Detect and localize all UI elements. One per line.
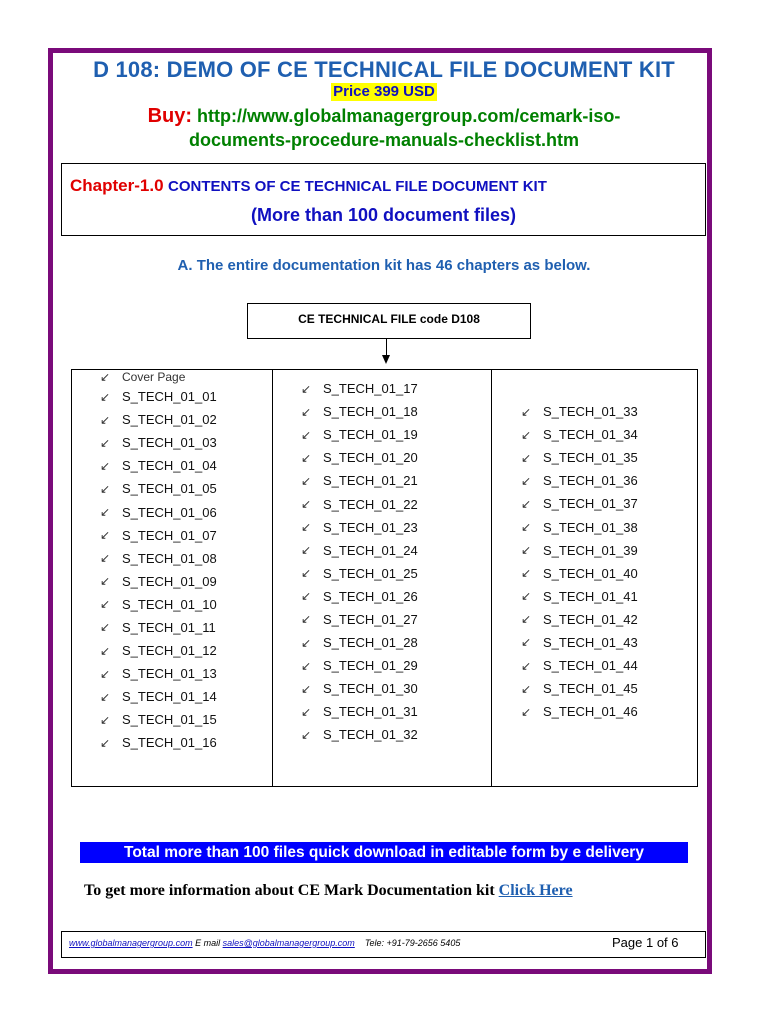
price-row: [0, 83, 768, 101]
list-item: [100, 593, 217, 616]
chapter-label: Chapter-1.0: [70, 176, 164, 195]
list-item-label: S_TECH_01_08: [122, 550, 217, 566]
arrow-bullet-icon: ↙: [100, 481, 111, 496]
more-info-text: To get more information about CE Mark Documentation kit: [84, 882, 499, 899]
list-item-label: S_TECH_01_24: [323, 542, 418, 558]
arrow-bullet-icon: ↙: [100, 435, 111, 450]
arrow-bullet-icon: ↙: [301, 589, 312, 604]
arrow-bullet-icon: ↙: [521, 450, 532, 465]
list-item: [301, 654, 418, 677]
list-item: [100, 408, 217, 431]
chapter-heading: [70, 176, 547, 196]
list-item: [100, 431, 217, 454]
arrow-bullet-icon: ↙: [301, 497, 312, 512]
list-item-label: S_TECH_01_07: [122, 527, 217, 543]
list-item-label: S_TECH_01_27: [323, 611, 418, 627]
list-item: [521, 608, 638, 631]
list-item-label: S_TECH_01_16: [122, 735, 217, 751]
list-item-label: S_TECH_01_13: [122, 666, 217, 682]
more-info-line: [84, 882, 573, 900]
list-item-label: S_TECH_01_32: [323, 727, 418, 743]
list-item: [301, 539, 418, 562]
list-item-label: S_TECH_01_14: [122, 689, 217, 705]
list-item: [521, 677, 638, 700]
arrow-bullet-icon: ↙: [521, 566, 532, 581]
list-item: [100, 385, 217, 408]
list-item-label: S_TECH_01_37: [543, 496, 638, 512]
chapter-column-3: [521, 400, 638, 723]
list-item-label: S_TECH_01_17: [323, 381, 418, 397]
arrow-bullet-icon: ↙: [301, 681, 312, 696]
arrow-bullet-icon: ↙: [100, 712, 111, 727]
list-item: [301, 723, 418, 746]
list-item: [301, 377, 418, 400]
list-item: [100, 570, 217, 593]
list-item-label: S_TECH_01_20: [323, 450, 418, 466]
arrow-bullet-icon: ↙: [301, 381, 312, 396]
arrow-bullet-icon: ↙: [100, 689, 111, 704]
arrow-bullet-icon: ↙: [301, 612, 312, 627]
list-item-label: S_TECH_01_41: [543, 588, 638, 604]
list-item-label: S_TECH_01_10: [122, 596, 217, 612]
arrow-bullet-icon: ↙: [100, 458, 111, 473]
arrow-bullet-icon: ↙: [301, 427, 312, 442]
list-item-label: S_TECH_01_03: [122, 435, 217, 451]
list-item-label: S_TECH_01_04: [122, 458, 217, 474]
page-number: Page 1 of 6: [612, 935, 679, 950]
list-item-label: S_TECH_01_43: [543, 634, 638, 650]
list-item-label: S_TECH_01_12: [122, 643, 217, 659]
arrow-bullet-icon: ↙: [521, 658, 532, 673]
list-item-label: S_TECH_01_28: [323, 635, 418, 651]
footer-email-link[interactable]: sales@globalmanagergroup.com: [222, 938, 355, 948]
arrow-bullet-icon: ↙: [301, 566, 312, 581]
footer-tele: Tele: +91-79-2656 5405: [364, 938, 461, 948]
arrow-bullet-icon: ↙: [100, 528, 111, 543]
arrow-bullet-icon: ↙: [521, 635, 532, 650]
list-item: [301, 562, 418, 585]
click-here-link[interactable]: Click Here: [498, 882, 573, 899]
list-item-label: S_TECH_01_45: [543, 681, 638, 697]
arrow-bullet-icon: ↙: [301, 520, 312, 535]
list-item-label: S_TECH_01_44: [543, 658, 638, 674]
arrow-bullet-icon: ↙: [301, 727, 312, 742]
list-item-label: S_TECH_01_34: [543, 427, 638, 443]
list-item-label: S_TECH_01_18: [323, 404, 418, 420]
arrow-bullet-icon: ↙: [521, 473, 532, 488]
list-item-label: S_TECH_01_30: [323, 681, 418, 697]
arrow-bullet-icon: ↙: [100, 551, 111, 566]
list-item: [100, 685, 217, 708]
list-item-label: S_TECH_01_21: [323, 473, 418, 489]
list-item: [301, 677, 418, 700]
footer-email-label: E mail: [192, 938, 223, 948]
buy-url-line2[interactable]: documents-procedure-manuals-checklist.htm: [188, 130, 580, 150]
arrow-bullet-icon: ↙: [521, 612, 532, 627]
list-item: [100, 477, 217, 500]
list-item: [301, 585, 418, 608]
list-item: [521, 700, 638, 723]
list-item: [100, 500, 217, 523]
footer-site-link[interactable]: www.globalmanagergroup.com: [69, 938, 193, 948]
list-item-label: S_TECH_01_19: [323, 427, 418, 443]
arrow-bullet-icon: ↙: [301, 704, 312, 719]
list-item: [100, 708, 217, 731]
column-divider: [272, 369, 273, 787]
buy-block: [60, 104, 708, 152]
list-item: [521, 469, 638, 492]
list-item: [100, 662, 217, 685]
list-item-label: S_TECH_01_31: [323, 704, 418, 720]
list-item: [100, 524, 217, 547]
list-item: [100, 369, 217, 385]
download-banner: Total more than 100 files quick download in editable form by e delivery: [80, 842, 688, 863]
arrow-bullet-icon: ↙: [301, 404, 312, 419]
arrow-bullet-icon: ↙: [100, 389, 111, 404]
arrow-bullet-icon: ↙: [100, 597, 111, 612]
arrow-bullet-icon: ↙: [100, 412, 111, 427]
document-title: D 108: DEMO OF CE TECHNICAL FILE DOCUMENT KIT: [93, 57, 675, 82]
chapter-title: CONTENTS OF CE TECHNICAL FILE DOCUMENT KIT: [167, 178, 547, 195]
list-item: [521, 562, 638, 585]
arrow-down-icon: [382, 355, 390, 364]
list-item: [301, 492, 418, 515]
list-item: [521, 492, 638, 515]
list-item: [100, 639, 217, 662]
list-item: [100, 616, 217, 639]
list-item: [301, 400, 418, 423]
list-item: [301, 631, 418, 654]
list-item: [301, 608, 418, 631]
arrow-bullet-icon: ↙: [521, 427, 532, 442]
section-a-heading: A. The entire documentation kit has 46 chapters as below.: [177, 257, 591, 274]
list-item: [100, 547, 217, 570]
list-item: [301, 446, 418, 469]
list-item: [521, 539, 638, 562]
list-item: [521, 423, 638, 446]
buy-url-line1[interactable]: http://www.globalmanagergroup.com/cemark-iso-: [197, 106, 621, 126]
arrow-bullet-icon: ↙: [100, 643, 111, 658]
list-item-label: S_TECH_01_33: [543, 404, 638, 420]
arrow-bullet-icon: ↙: [521, 681, 532, 696]
list-item: [100, 454, 217, 477]
list-item: [301, 423, 418, 446]
arrow-bullet-icon: ↙: [100, 574, 111, 589]
arrow-bullet-icon: ↙: [301, 658, 312, 673]
list-item-label: S_TECH_01_09: [122, 573, 217, 589]
list-item: [521, 654, 638, 677]
list-item-label: S_TECH_01_25: [323, 565, 418, 581]
arrow-bullet-icon: ↙: [100, 620, 111, 635]
list-item-label: S_TECH_01_06: [122, 504, 217, 520]
chapter-column-1: [100, 369, 217, 755]
list-item-label: S_TECH_01_42: [543, 611, 638, 627]
arrow-bullet-icon: ↙: [521, 589, 532, 604]
list-item-label: S_TECH_01_02: [122, 412, 217, 428]
buy-label: Buy:: [147, 105, 193, 127]
arrow-bullet-icon: ↙: [100, 666, 111, 681]
list-item: [521, 515, 638, 538]
footer-contact: [69, 938, 460, 948]
list-item-label: S_TECH_01_23: [323, 519, 418, 535]
list-item-label: S_TECH_01_35: [543, 450, 638, 466]
chapter-subtitle: (More than 100 document files): [250, 205, 517, 225]
price-label: Price 399 USD: [333, 83, 435, 100]
list-item: [521, 631, 638, 654]
list-item-label: S_TECH_01_29: [323, 658, 418, 674]
list-item: [100, 731, 217, 754]
arrow-bullet-icon: ↙: [521, 496, 532, 511]
list-item: [301, 700, 418, 723]
arrow-bullet-icon: ↙: [301, 543, 312, 558]
list-item-label: S_TECH_01_36: [543, 473, 638, 489]
list-item: [521, 585, 638, 608]
arrow-bullet-icon: ↙: [100, 735, 111, 750]
list-item-label: S_TECH_01_15: [122, 712, 217, 728]
list-item-label: S_TECH_01_01: [122, 389, 217, 405]
list-item-label: S_TECH_01_40: [543, 565, 638, 581]
arrow-bullet-icon: ↙: [301, 450, 312, 465]
list-item-label: S_TECH_01_38: [543, 519, 638, 535]
arrow-bullet-icon: ↙: [521, 704, 532, 719]
list-item: [301, 516, 418, 539]
list-item-label: S_TECH_01_22: [323, 496, 418, 512]
arrow-bullet-icon: ↙: [301, 473, 312, 488]
chapter-column-2: [301, 377, 418, 747]
code-box: CE TECHNICAL FILE code D108: [247, 303, 531, 339]
list-item-label: S_TECH_01_11: [122, 619, 216, 635]
arrow-bullet-icon: ↙: [100, 505, 111, 520]
list-item-label: S_TECH_01_46: [543, 704, 638, 720]
list-item: [521, 400, 638, 423]
column-divider: [491, 369, 492, 787]
list-item-label: S_TECH_01_39: [543, 542, 638, 558]
arrow-bullet-icon: ↙: [301, 635, 312, 650]
list-item-label: S_TECH_01_26: [323, 588, 418, 604]
arrow-bullet-icon: ↙: [100, 370, 111, 384]
arrow-bullet-icon: ↙: [521, 543, 532, 558]
arrow-bullet-icon: ↙: [521, 520, 532, 535]
arrow-bullet-icon: ↙: [521, 404, 532, 419]
list-item: [521, 446, 638, 469]
list-item-label: Cover Page: [122, 370, 186, 384]
list-item: [301, 469, 418, 492]
list-item-label: S_TECH_01_05: [122, 481, 217, 497]
